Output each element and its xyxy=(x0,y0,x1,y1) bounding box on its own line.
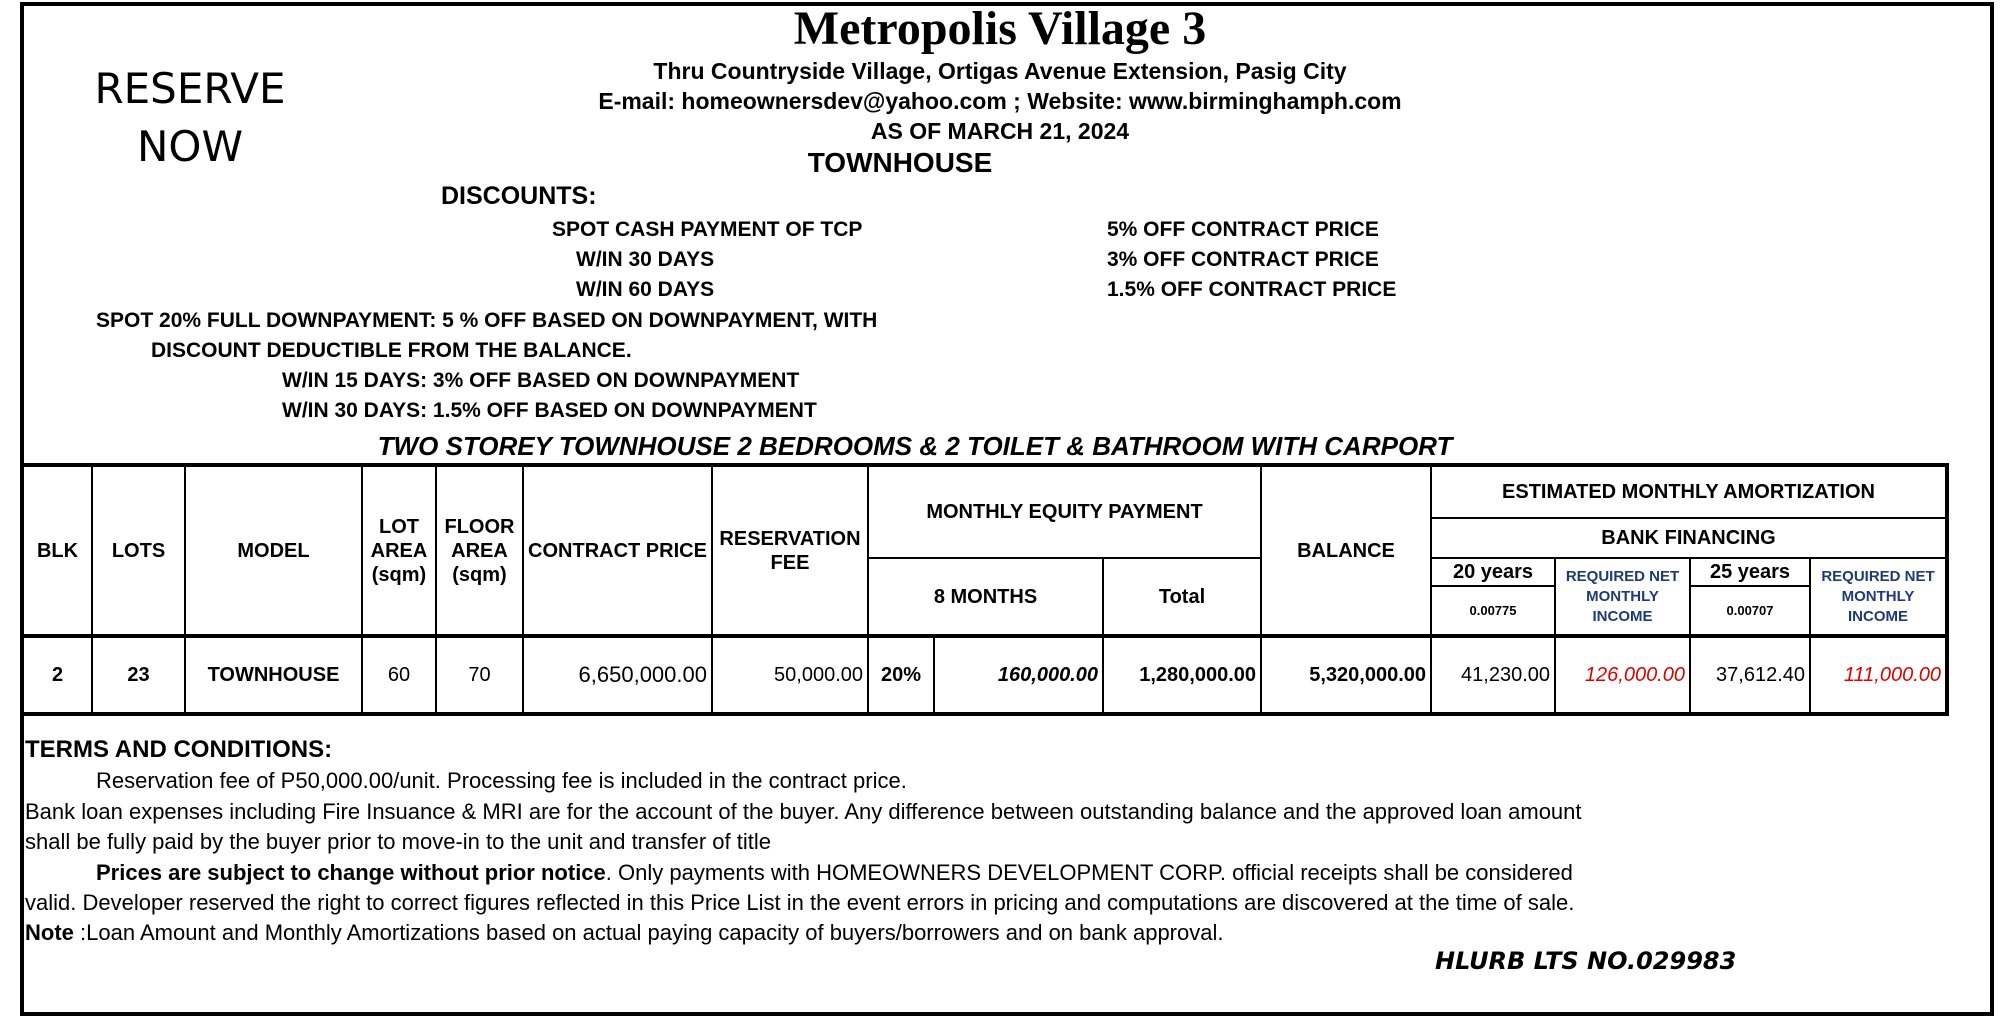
property-type: TOWNHOUSE xyxy=(807,147,993,178)
header-25-years: 25 years xyxy=(1690,558,1810,586)
cell-equity-total: 1,280,000.00 xyxy=(1103,636,1261,714)
factor-20-years: 0.00775 xyxy=(1431,586,1555,636)
address: Thru Countryside Village, Ortigas Avenue Extension, Pasig City xyxy=(653,58,1347,84)
cell-equity-percent: 20% xyxy=(868,636,934,714)
cell-monthly-equity: 160,000.00 xyxy=(934,636,1103,714)
receipts-notice: . Only payments with HOMEOWNERS DEVELOPMENT CORP. official receipts shall be considered xyxy=(605,860,1573,885)
note-label: Note xyxy=(25,920,74,945)
discount-value-1: 5% OFF CONTRACT PRICE xyxy=(1107,218,1379,241)
header-total: Total xyxy=(1103,558,1261,636)
header-8-months: 8 MONTHS xyxy=(868,558,1103,636)
cell-contract-price: 6,650,000.00 xyxy=(523,636,712,714)
header-bank-financing: BANK FINANCING xyxy=(1431,518,1947,558)
discounts-heading: DISCOUNTS: xyxy=(441,182,597,210)
discount-label-1: SPOT CASH PAYMENT OF TCP xyxy=(552,218,863,241)
terms-line-3: shall be fully paid by the buyer prior to move-in to the unit and transfer of title xyxy=(25,829,771,854)
reserve-now-callout xyxy=(80,60,300,176)
unit-description: TWO STOREY TOWNHOUSE 2 BEDROOMS & 2 TOILET & BATHROOM WITH CARPORT xyxy=(377,431,1453,461)
reserve-line1: RESERVE xyxy=(94,64,286,113)
discount-label-3: W/IN 60 DAYS xyxy=(576,278,715,301)
downpayment-line-1: SPOT 20% FULL DOWNPAYMENT: 5 % OFF BASED ON DOWNPAYMENT, WITH xyxy=(96,309,878,332)
price-table xyxy=(20,463,1949,716)
terms-line-4 xyxy=(96,858,1573,888)
cell-model: TOWNHOUSE xyxy=(185,636,362,714)
header-lot-area: LOT AREA (sqm) xyxy=(362,465,436,636)
page-title: Metropolis Village 3 xyxy=(793,2,1207,55)
discount-value-3: 1.5% OFF CONTRACT PRICE xyxy=(1107,278,1397,301)
header-balance: BALANCE xyxy=(1261,465,1431,636)
terms-heading: TERMS AND CONDITIONS: xyxy=(25,736,333,763)
terms-line-1: Reservation fee of P50,000.00/unit. Processing fee is included in the contract price. xyxy=(96,768,907,793)
cell-amortization-20: 41,230.00 xyxy=(1431,636,1555,714)
cell-required-income-20: 126,000.00 xyxy=(1555,636,1690,714)
header-monthly-equity: MONTHLY EQUITY PAYMENT xyxy=(868,465,1261,558)
terms-line-2: Bank loan expenses including Fire Insuance & MRI are for the account of the buyer. Any difference between outstanding balance and the approved loan amount xyxy=(25,799,1582,824)
header-contract-price: CONTRACT PRICE xyxy=(523,465,712,636)
note-text: :Loan Amount and Monthly Amortizations based on actual paying capacity of buyers/borrowers and on bank approval. xyxy=(73,920,1224,945)
cell-lots: 23 xyxy=(92,636,185,714)
cell-reservation-fee: 50,000.00 xyxy=(712,636,868,714)
reserve-line2: NOW xyxy=(136,122,243,171)
contact-line: E-mail: homeownersdev@yahoo.com ; Website: www.birminghamph.com xyxy=(598,88,1402,114)
header-model: MODEL xyxy=(185,465,362,636)
header-required-income-25: REQUIRED NET MONTHLY INCOME xyxy=(1810,558,1947,636)
as-of-date: AS OF MARCH 21, 2024 xyxy=(870,118,1130,144)
header-floor-area: FLOOR AREA (sqm) xyxy=(436,465,523,636)
downpayment-line-4: W/IN 30 DAYS: 1.5% OFF BASED ON DOWNPAYMENT xyxy=(282,399,817,422)
cell-floor-area: 70 xyxy=(436,636,523,714)
cell-amortization-25: 37,612.40 xyxy=(1690,636,1810,714)
terms-note xyxy=(25,918,1223,948)
header-reservation-fee: RESERVATION FEE xyxy=(712,465,868,636)
hlurb-license: HLURB LTS NO.029983 xyxy=(1435,947,1737,975)
header-blk: BLK xyxy=(22,465,92,636)
factor-25-years: 0.00707 xyxy=(1690,586,1810,636)
price-change-notice: Prices are subject to change without prior notice xyxy=(96,860,606,885)
cell-required-income-25: 111,000.00 xyxy=(1810,636,1947,714)
header-20-years: 20 years xyxy=(1431,558,1555,586)
header-estimated-amortization: ESTIMATED MONTHLY AMORTIZATION xyxy=(1431,465,1947,518)
downpayment-line-3: W/IN 15 DAYS: 3% OFF BASED ON DOWNPAYMENT xyxy=(282,369,800,392)
downpayment-line-2: DISCOUNT DEDUCTIBLE FROM THE BALANCE. xyxy=(151,339,632,362)
cell-balance: 5,320,000.00 xyxy=(1261,636,1431,714)
cell-blk: 2 xyxy=(22,636,92,714)
header-lots: LOTS xyxy=(92,465,185,636)
discount-label-2: W/IN 30 DAYS xyxy=(576,248,715,271)
table-row xyxy=(22,636,1947,714)
cell-lot-area: 60 xyxy=(362,636,436,714)
discount-value-2: 3% OFF CONTRACT PRICE xyxy=(1107,248,1379,271)
header-required-income-20: REQUIRED NET MONTHLY INCOME xyxy=(1555,558,1690,636)
terms-line-5: valid. Developer reserved the right to correct figures reflected in this Price List in the event errors in pricing and computations are discovered at the time of sale. xyxy=(25,890,1575,915)
